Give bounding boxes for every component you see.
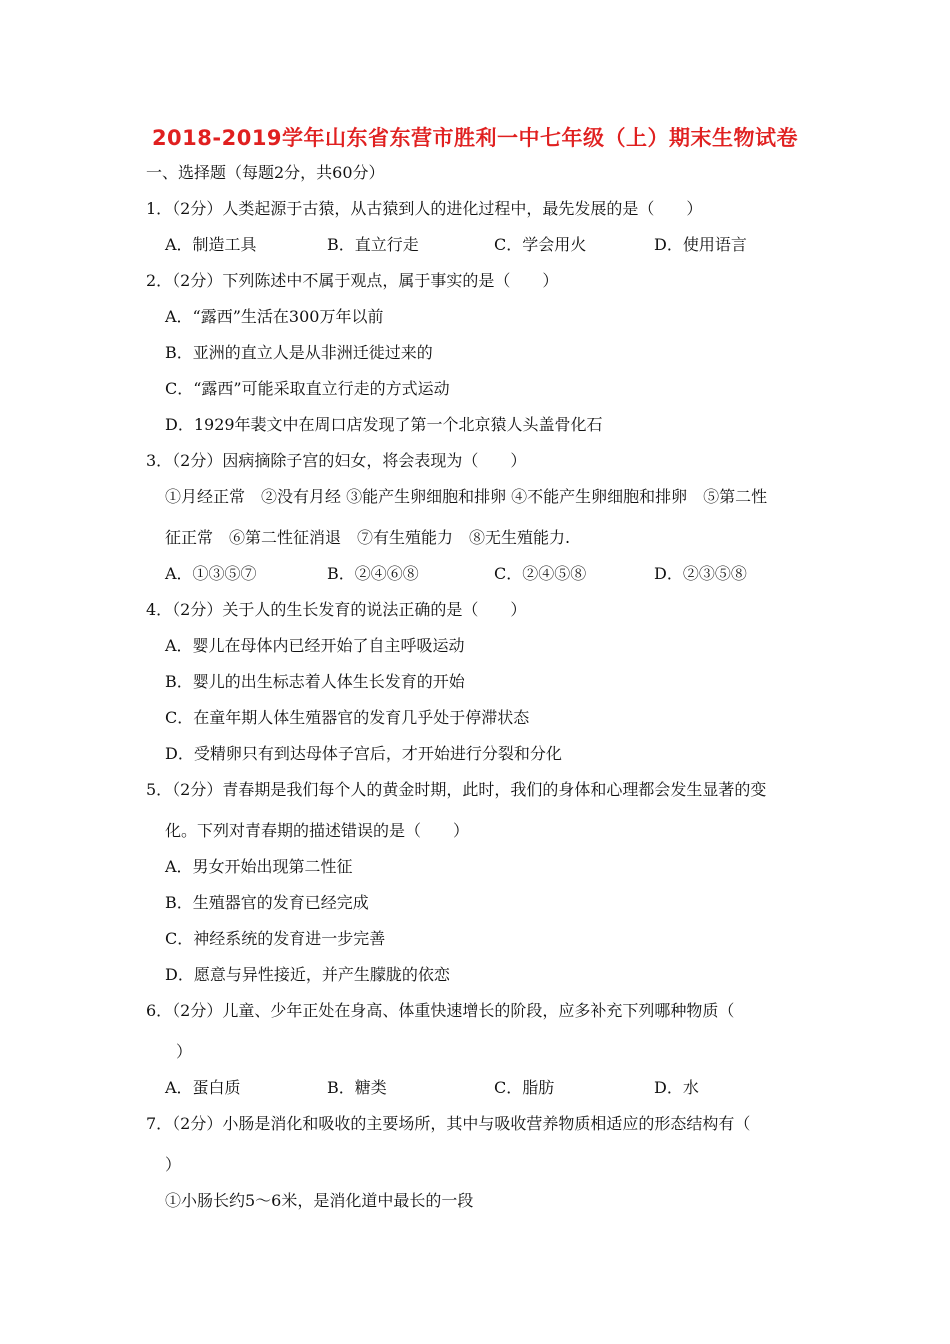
- question-3-option-a: A．①③⑤⑦: [165, 564, 257, 583]
- question-1-option-a: A．制造工具: [165, 235, 257, 254]
- question-6-option-d: D．水: [654, 1078, 699, 1097]
- question-3-stem: 3．（2分）因病摘除子宫的妇女，将会表现为（ ）: [146, 451, 527, 470]
- question-6-option-b: B．糖类: [327, 1078, 387, 1097]
- question-3-statements-line-2: 征正常 ⑥第二性征消退 ⑦有生殖能力 ⑧无生殖能力.: [165, 528, 571, 547]
- question-6-option-a: A．蛋白质: [165, 1078, 241, 1097]
- question-1-option-b: B．直立行走: [327, 235, 419, 254]
- question-2-stem: 2．（2分）下列陈述中不属于观点，属于事实的是（ ）: [146, 271, 559, 290]
- question-6-stem-line-1: 6．（2分）儿童、少年正处在身高、体重快速增长的阶段，应多补充下列哪种物质（: [146, 1001, 735, 1020]
- question-4-option-a: A．婴儿在母体内已经开始了自主呼吸运动: [165, 636, 465, 655]
- question-4-option-b: B．婴儿的出生标志着人体生长发育的开始: [165, 672, 465, 691]
- question-5-option-a: A．男女开始出现第二性征: [165, 857, 353, 876]
- question-3-option-c: C．②④⑤⑧: [494, 564, 587, 583]
- question-5-option-b: B．生殖器官的发育已经完成: [165, 893, 369, 912]
- question-7-statement-1: ①小肠长约5～6米，是消化道中最长的一段: [165, 1191, 474, 1210]
- question-7-stem-line-1: 7．（2分）小肠是消化和吸收的主要场所，其中与吸收营养物质相适应的形态结构有（: [146, 1114, 751, 1133]
- exam-title: 2018-2019学年山东省东营市胜利一中七年级（上）期末生物试卷: [151, 126, 799, 150]
- question-5-stem-line-1: 5．（2分）青春期是我们每个人的黄金时期，此时，我们的身体和心理都会发生显著的变: [146, 780, 767, 799]
- question-3-option-d: D．②③⑤⑧: [654, 564, 747, 583]
- question-4-stem: 4．（2分）关于人的生长发育的说法正确的是（ ）: [146, 600, 527, 619]
- question-5-option-d: D．愿意与异性接近，并产生朦胧的依恋: [165, 965, 450, 984]
- question-7-stem-line-2: ）: [165, 1155, 182, 1174]
- question-1-stem: 1．（2分）人类起源于古猿，从古猿到人的进化过程中，最先发展的是（ ）: [146, 199, 703, 218]
- question-3-statements-line-1: ①月经正常 ②没有月经 ③能产生卵细胞和排卵 ④不能产生卵细胞和排卵 ⑤第二性: [165, 487, 768, 506]
- question-2-option-c: C．“露西”可能采取直立行走的方式运动: [165, 379, 450, 398]
- question-5-stem-line-2: 化。下列对青春期的描述错误的是（ ）: [165, 821, 470, 840]
- question-3-option-b: B．②④⑥⑧: [327, 564, 419, 583]
- question-2-option-d: D．1929年裴文中在周口店发现了第一个北京猿人头盖骨化石: [165, 415, 603, 434]
- question-4-option-d: D．受精卵只有到达母体子宫后，才开始进行分裂和分化: [165, 744, 562, 763]
- question-6-option-c: C．脂肪: [494, 1078, 555, 1097]
- section-heading: 一、选择题（每题2分，共60分）: [146, 163, 385, 182]
- question-2-option-b: B．亚洲的直立人是从非洲迁徙过来的: [165, 343, 433, 362]
- question-6-stem-line-2: ）: [176, 1042, 193, 1061]
- question-5-option-c: C．神经系统的发育进一步完善: [165, 929, 386, 948]
- question-4-option-c: C．在童年期人体生殖器官的发育几乎处于停滞状态: [165, 708, 530, 727]
- question-1-option-d: D．使用语言: [654, 235, 747, 254]
- question-2-option-a: A．“露西”生活在300万年以前: [165, 307, 384, 326]
- question-1-option-c: C．学会用火: [494, 235, 587, 254]
